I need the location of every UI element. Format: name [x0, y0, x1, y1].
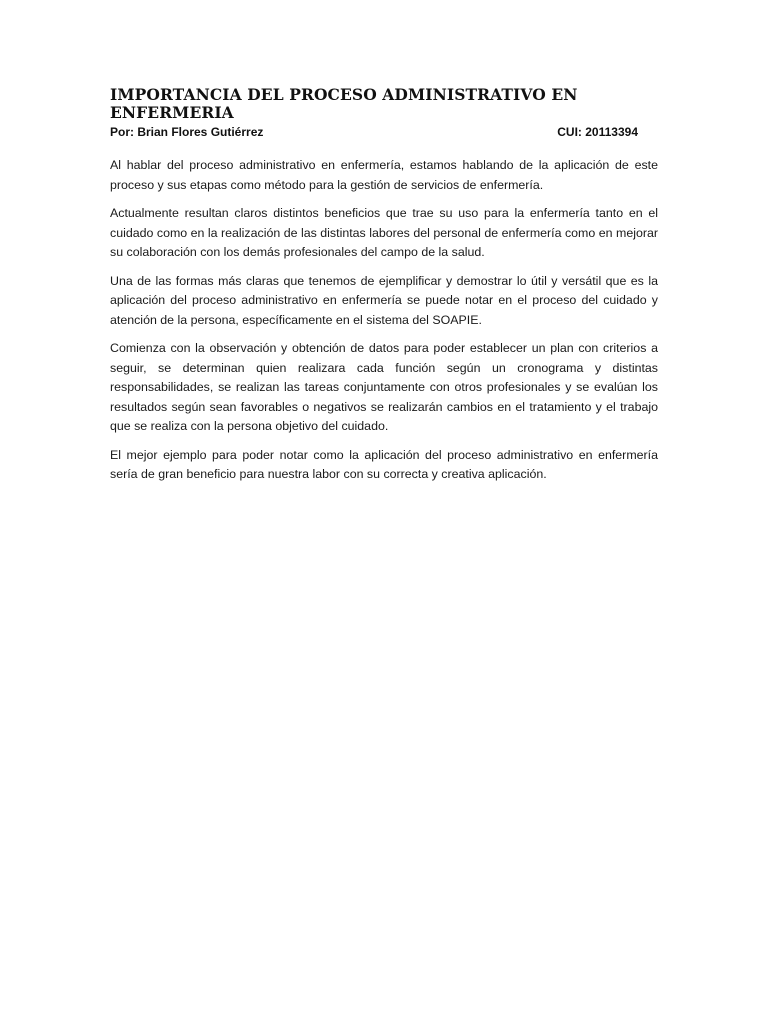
document-body [110, 156, 658, 485]
paragraph-1: Al hablar del proceso administrativo en enfermería, estamos hablando de la aplicación de este proceso y sus etapas como método para la gestión de servicios de enfermería. [110, 158, 658, 192]
document-title: IMPORTANCIA DEL PROCESO ADMINISTRATIVO EN ENFERMERIA [110, 85, 578, 122]
paragraph-4: Comienza con la observación y obtención de datos para poder establecer un plan con criterios a seguir, se determinan quien realizara cada función según un cronograma y distintas responsabilidades, se realizan las tareas conjuntamente con otros profesionales y se evalúan los resultados según sean favorables o negativos se realizarán cambios en el tratamiento y el trabajo que se realiza con la persona objetivo del cuidado. [110, 341, 658, 433]
paragraph-3: Una de las formas más claras que tenemos de ejemplificar y demostrar lo útil y versátil que es la aplicación del proceso administrativo en enfermería se puede notar en el proceso del cuidado y atención de la persona, específicamente en el sistema del SOAPIE. [110, 273, 658, 327]
author-label: Por: Brian Flores Gutiérrez [110, 125, 264, 139]
paragraph-2: Actualmente resultan claros distintos beneficios que trae su uso para la enfermería tanto en el cuidado como en la realización de las distintas labores del personal de enfermería como en mejorar su colaboración con los demás profesionales del campo de la salud. [110, 206, 658, 259]
cui-label: CUI: 20113394 [557, 125, 638, 139]
document-content [110, 86, 658, 494]
byline [110, 124, 658, 140]
paragraph-5: El mejor ejemplo para poder notar como la aplicación del proceso administrativo en enfermería sería de gran beneficio para nuestra labor con su correcta y creativa aplicación. [110, 447, 658, 481]
